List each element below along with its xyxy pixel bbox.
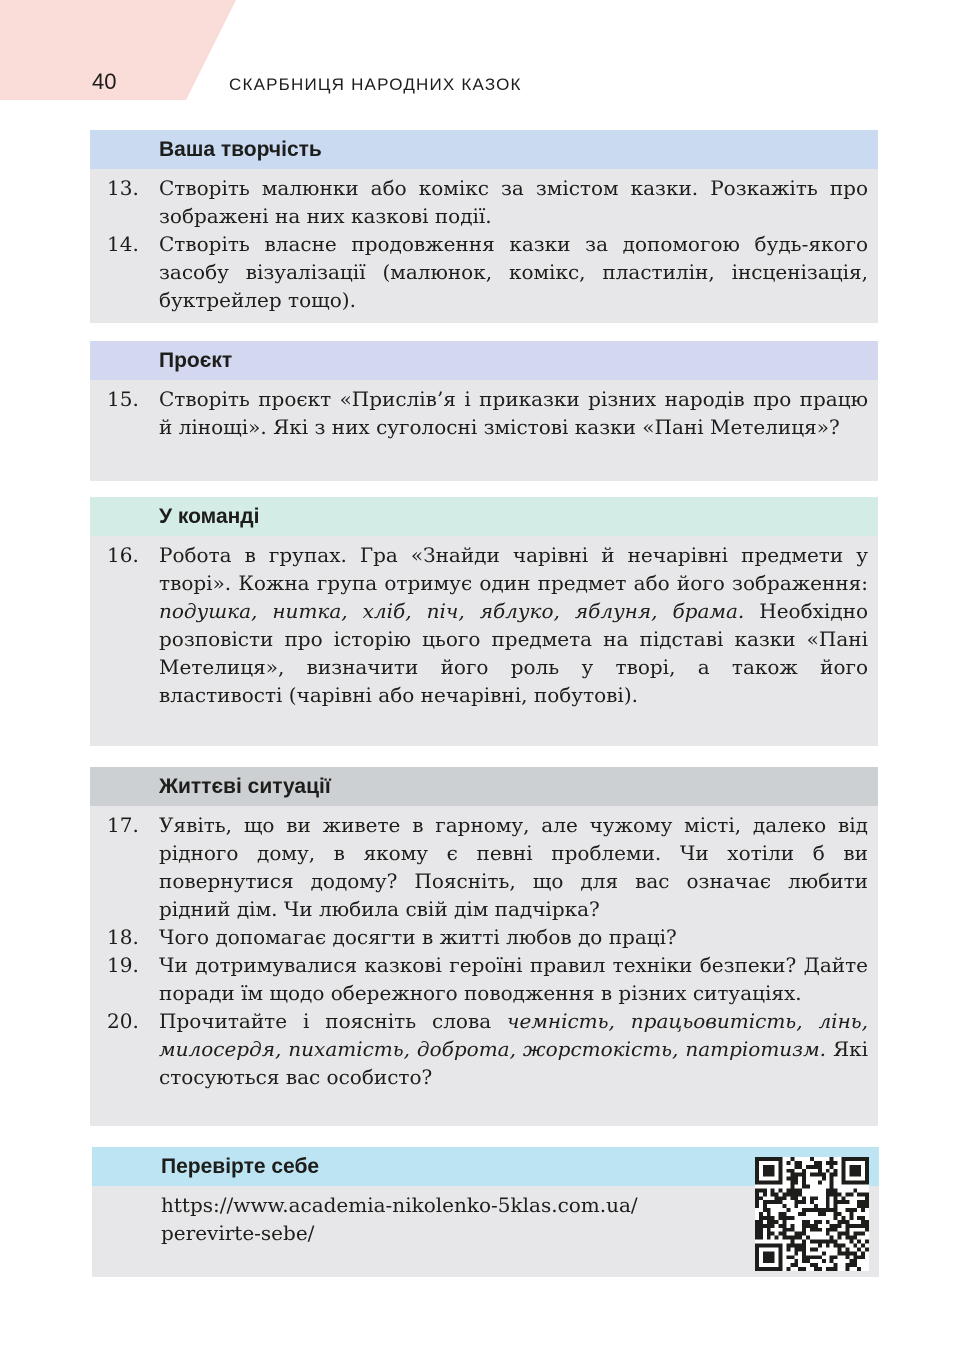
section-team (90, 497, 878, 746)
section-self-check (92, 1147, 879, 1277)
section-project (90, 341, 878, 481)
section-title: Перевірте себе (92, 1147, 879, 1186)
page-number: 40 (92, 69, 117, 94)
task-number: 16. (107, 543, 139, 567)
task-19 (90, 951, 868, 1007)
task-text: Чи дотримувалися казкові героїні правил техніки безпеки? Дайте поради їм щодо обережного поводження в різних ситуаціях. (159, 953, 868, 1005)
task-20 (90, 1007, 868, 1091)
self-check-link[interactable]: https://www.academia-nikolenko-5klas.com.ua/ perevirte-sebe/ (161, 1193, 638, 1245)
task-number: 17. (107, 813, 139, 837)
italic-terms: чемність, працьовитість, лінь, милосердя, пихатість, доброта, жорстокість, патріотизм. (159, 1009, 868, 1061)
section-title: Ваша творчість (90, 130, 878, 169)
section-creativity (90, 130, 878, 323)
task-17 (90, 811, 868, 923)
task-number: 19. (107, 953, 139, 977)
task-16 (90, 541, 868, 709)
task-text: Робота в групах. Гра «Знайди чарівні й нечарівні предмети у творі». Кожна група отримує один предмет або його зображення: подушка, нитка, хліб, піч, яблуко, яблуня, брама. Необхідно розповісти про історію цього предмета на підставі казки «Пані Метелиця», визначити його роль у творі, а також його властивості (чарівні або нечарівні, побутові). (159, 543, 869, 707)
task-number: 15. (107, 387, 139, 411)
qr-code-icon[interactable] (755, 1157, 869, 1271)
task-number: 13. (107, 176, 139, 200)
task-text: Створіть проєкт «Прислів’я і приказки різних народів про працю й лінощі». Які з них суголосні змістові казки «Пані Метелиця»? (159, 387, 868, 439)
task-text: Уявіть, що ви живете в гарному, але чужому місті, далеко від рідного дому, в якому є певні проблеми. Чи хотіли б ви повернутися додому? Поясніть, що для вас означає любити рідний дім. Чи любила свій дім падчірка? (159, 813, 868, 921)
task-number: 20. (107, 1009, 139, 1033)
task-text: Створіть власне продовження казки за допомогою будь-якого засобу візуалізації (малюнок, комікс, пластилін, інсценізація, буктрейлер тощо). (159, 232, 868, 312)
page-corner-decoration (0, 0, 236, 100)
task-text: Чого допомагає досягти в житті любов до праці? (159, 925, 677, 949)
task-number: 18. (107, 925, 139, 949)
italic-terms: подушка, нитка, хліб, піч, яблуко, яблуня, брама. (159, 599, 745, 623)
task-text: Прочитайте і поясніть слова чемність, працьовитість, лінь, милосердя, пихатість, доброта, жорстокість, патріотизм. Які стосуються вас особисто? (159, 1009, 868, 1089)
task-18 (90, 923, 868, 951)
section-title: Життєві ситуації (90, 767, 878, 806)
task-number: 14. (107, 232, 139, 256)
section-life-situations (90, 767, 878, 1126)
section-title: У команді (90, 497, 878, 536)
task-text: Створіть малюнки або комікс за змістом казки. Розкажіть про зображені на них казкові події. (159, 176, 868, 228)
task-14 (90, 230, 868, 314)
running-title: СКАРБНИЦЯ НАРОДНИХ КАЗОК (229, 75, 522, 94)
task-13 (90, 174, 868, 230)
section-title: Проєкт (90, 341, 878, 380)
task-15 (90, 385, 868, 441)
